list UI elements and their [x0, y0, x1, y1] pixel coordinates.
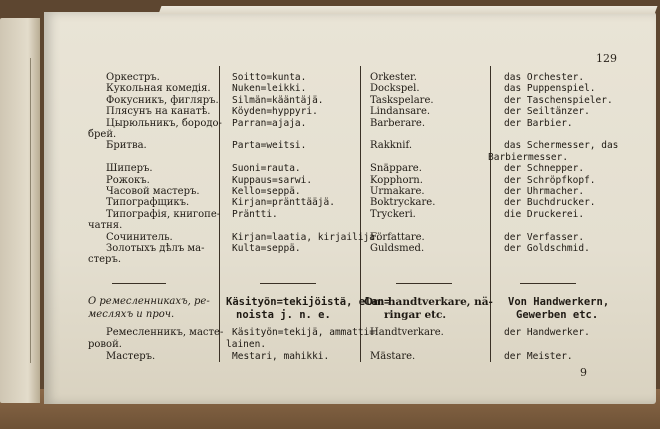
cell-de: der Goldschmid.: [504, 243, 590, 254]
cell-fi: Suoni=rauta.: [232, 163, 301, 175]
page-number-bottom: 9: [580, 366, 587, 379]
cell-sv: Guldsmed.: [370, 243, 425, 254]
cell-fi: Präntti.: [232, 208, 278, 220]
cell-fi: Nuken=leikki.: [232, 83, 307, 95]
cell-de: der Taschenspieler.: [504, 94, 613, 106]
cell-ru: Плясунъ на канатѣ.: [106, 106, 211, 118]
cell-de: die Druckerei.: [504, 208, 585, 220]
cell-ru: Типографія, книгопе-: [106, 208, 221, 220]
cell-fi: Kulta=seppä.: [232, 243, 301, 254]
cell-sv: Handtverkare.: [370, 327, 444, 338]
cell-ru: стеръ.: [88, 254, 121, 266]
cell-ru: Часовой мастеръ.: [106, 186, 200, 197]
cell-ru: ровой.: [88, 339, 122, 350]
cell-fi: Mestari, mahikki.: [232, 351, 330, 362]
page-number-top: 129: [596, 52, 617, 65]
cell-sv: Rakknif.: [370, 140, 413, 152]
cell-sv: Barberare.: [370, 117, 426, 129]
section-title-fi-1: Käsityön=tekijöistä, elan=: [226, 296, 391, 308]
cell-ru: брей.: [88, 129, 117, 140]
cell-ru: Бритва.: [106, 140, 147, 152]
cell-ru: Золотыхъ дѣлъ ма-: [106, 243, 205, 254]
cell-sv: Lindansare.: [370, 106, 431, 118]
cell-ru: Оркестръ.: [106, 72, 160, 83]
cell-sv: Urmakare.: [370, 186, 425, 197]
cell-sv: Dockspel.: [370, 83, 420, 95]
section-title-de-1: Von Handwerkern,: [508, 296, 610, 308]
cell-fi: Soitto=kunta.: [232, 72, 307, 83]
cell-ru: Мастеръ.: [106, 351, 156, 362]
separator-sv: [396, 283, 452, 284]
cell-ru: Фокусникъ, фигляръ.: [106, 94, 219, 106]
cell-de: der Handwerker.: [504, 327, 590, 338]
cell-sv: Tryckeri.: [370, 208, 416, 220]
cell-sv: Mästare.: [370, 351, 416, 362]
cell-fi: Kello=seppä.: [232, 186, 301, 197]
cell-fi: Kirjan=laatia, kirjailija.: [232, 231, 381, 243]
cell-sv: Författare.: [370, 231, 425, 243]
cell-de: der Barbier.: [504, 117, 573, 129]
section-title-ru-2: месляхъ и проч.: [88, 309, 175, 320]
cell-fi: Parta=weitsi.: [232, 140, 307, 152]
cell-de: der Meister.: [504, 351, 573, 362]
cell-ru: Ремесленникъ, масте-: [106, 327, 224, 338]
section-title-sv-2: ringar etc.: [384, 309, 447, 321]
cell-ru: Сочинитель.: [106, 231, 173, 243]
cell-fi: Köyden=hyppyri.: [232, 106, 318, 118]
cell-ru: Шиперъ.: [106, 163, 153, 175]
cell-de: der Seiltänzer.: [504, 106, 590, 118]
cell-de: der Uhrmacher.: [504, 186, 585, 197]
cell-de: das Puppenspiel.: [504, 83, 596, 95]
cell-ru: Цырюльникъ, бородо-: [106, 117, 222, 129]
cell-fi: Parran=ajaja.: [232, 117, 307, 129]
cell-de: das Orchester.: [504, 72, 585, 83]
cell-sv: Orkester.: [370, 72, 417, 83]
column-rule-2: [360, 66, 361, 362]
cell-fi: Kirjan=pränttääjä.: [232, 197, 335, 209]
page-edge-top: [159, 6, 658, 14]
cell-sv: Boktryckare.: [370, 197, 436, 209]
cell-de: der Schröpfkopf.: [504, 174, 596, 186]
cell-de: der Schnepper.: [504, 163, 585, 175]
cell-sv: Taskspelare.: [370, 94, 434, 106]
left-page-line: [30, 58, 31, 363]
cell-de: Barbiermesser.: [488, 151, 569, 163]
cell-fi: Kuppaus=sarwi.: [232, 174, 313, 186]
separator-de: [520, 283, 576, 284]
section-title-de-2: Gewerben etc.: [516, 309, 599, 321]
cell-de: der Verfasser.: [504, 231, 585, 243]
separator-fi: [260, 283, 316, 284]
section-title-fi-2: noista j. n. e.: [236, 309, 331, 321]
separator-ru: [112, 283, 166, 284]
cell-ru: Рожокъ.: [106, 174, 150, 186]
left-page-edge: [0, 18, 40, 403]
section-title-ru-1: О ремесленникахъ, ре-: [88, 296, 210, 307]
cell-ru: Типографщикъ.: [106, 197, 190, 209]
cell-de: das Schermesser, das: [504, 140, 619, 152]
cell-sv: Snäppare.: [370, 163, 422, 175]
cell-ru: чатня.: [88, 220, 123, 232]
section-title-sv-1: Om handtverkare, nä-: [364, 296, 493, 308]
cell-sv: Kopphorn.: [370, 174, 423, 186]
cell-fi: Käsityön=tekijä, ammatti=: [232, 327, 375, 338]
cell-ru: Кукольная комедія.: [106, 83, 211, 95]
cell-fi: Silmän=kääntäjä.: [232, 94, 324, 106]
cell-de: der Buchdrucker.: [504, 197, 596, 209]
column-rule-3: [490, 66, 491, 362]
cell-fi: lainen.: [226, 339, 267, 350]
